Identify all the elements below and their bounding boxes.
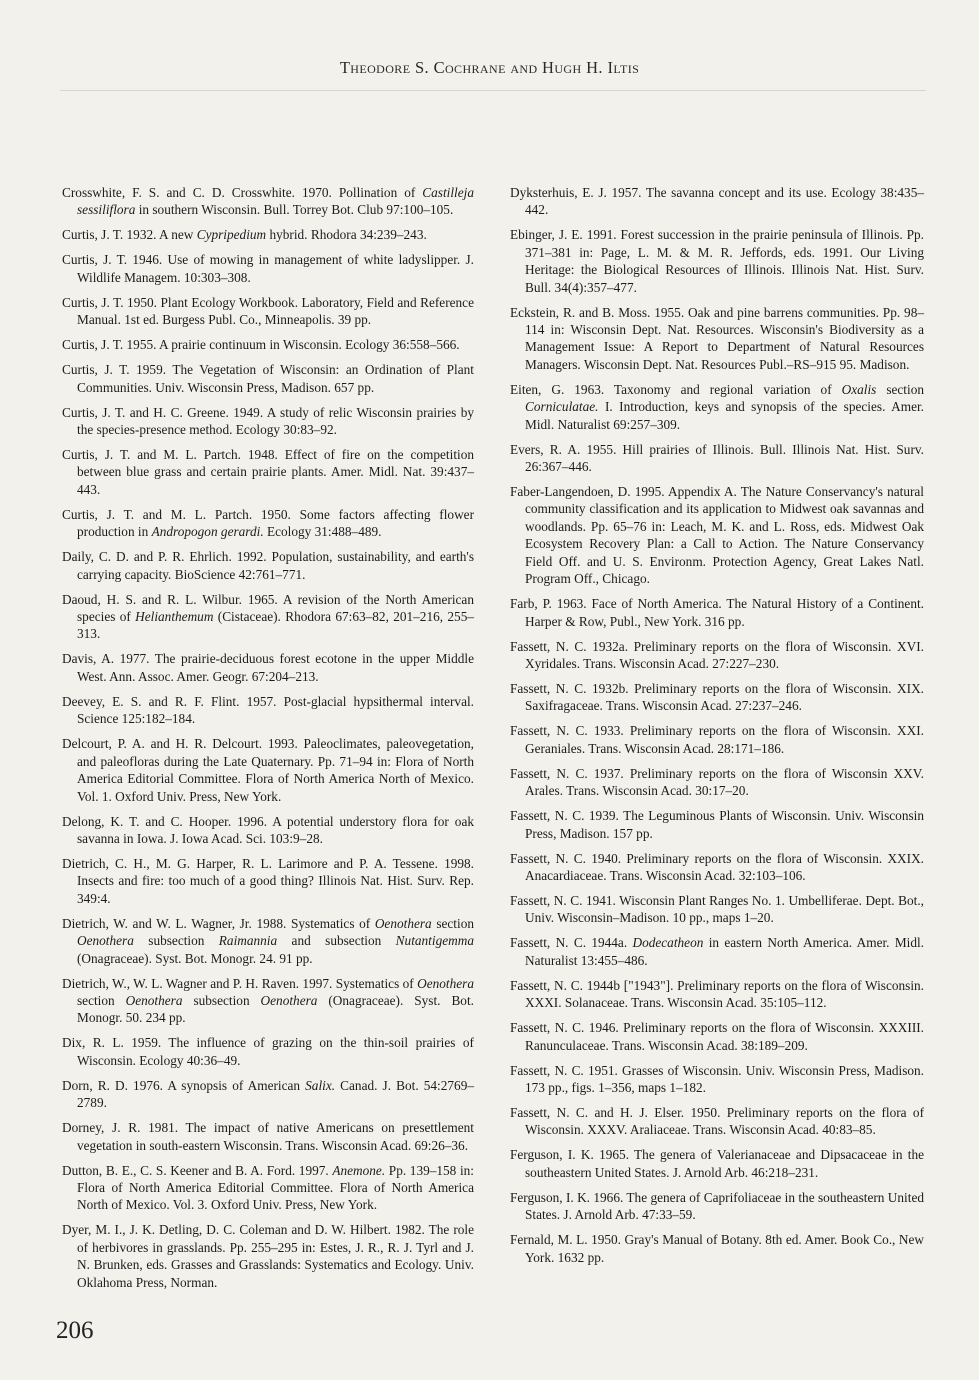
reference-entry: Fassett, N. C. 1939. The Leguminous Plants of Wisconsin. Univ. Wisconsin Press, Madison. 157 pp.: [510, 808, 924, 841]
reference-entry: Daoud, H. S. and R. L. Wilbur. 1965. A revision of the North American species of Helianthemum (Cistaceae). Rhodora 67:63–82, 201–216, 255–313.: [62, 591, 474, 642]
reference-entry: Curtis, J. T. and M. L. Partch. 1948. Effect of fire on the competition between blue grass and certain prairie plants. Amer. Midl. Nat. 39:437–443.: [62, 447, 474, 497]
reference-entry: Dietrich, C. H., M. G. Harper, R. L. Larimore and P. A. Tessene. 1998. Insects and fire: too much of a good thing? Illinois Nat. Hist. Surv. Rep. 349:4.: [62, 855, 474, 906]
reference-entry: Curtis, J. T. 1950. Plant Ecology Workbook. Laboratory, Field and Reference Manual. 1st ed. Burgess Publ. Co., Minneapolis. 39 pp.: [62, 294, 474, 328]
reference-entry: Dietrich, W., W. L. Wagner and P. H. Raven. 1997. Systematics of Oenothera section Oenothera subsection Oenothera (Onagraceae). Syst. Bot. Monogr. 50. 234 pp.: [62, 975, 474, 1026]
reference-entry: Ebinger, J. E. 1991. Forest succession in the prairie peninsula of Illinois. Pp. 371–381 in: Page, L. M. & M. R. Jeffords, eds. 1991. Our Living Heritage: the Biological Resources of Illinois. Illinois Nat. Hist. Surv. Bull. 34(4):357–477.: [510, 227, 924, 295]
reference-entry: Ferguson, I. K. 1965. The genera of Valerianaceae and Dipsacaceae in the southeastern United States. J. Arnold Arb. 46:218–231.: [510, 1147, 924, 1180]
reference-entry: Fassett, N. C. 1951. Grasses of Wisconsin. Univ. Wisconsin Press, Madison. 173 pp., figs. 1–356, maps 1–182.: [510, 1062, 924, 1095]
reference-entry: Fassett, N. C. 1937. Preliminary reports on the flora of Wisconsin XXV. Arales. Trans. Wisconsin Acad. 30:17–20.: [510, 765, 924, 799]
reference-entry: Dyer, M. I., J. K. Detling, D. C. Coleman and D. W. Hilbert. 1982. The role of herbivores in grasslands. Pp. 255–295 in: Estes, J. R., R. J. Tyrl and J. N. Brunken, eds. Grasses and Grasslands: Systematics and Ecology. Univ. Oklahoma Press, Norman.: [62, 1222, 474, 1290]
reference-entry: Dix, R. L. 1959. The influence of grazing on the thin-soil prairies of Wisconsin. Ecology 40:36–49.: [62, 1035, 474, 1068]
reference-entry: Delcourt, P. A. and H. R. Delcourt. 1993. Paleoclimates, paleovegetation, and paleofloras during the Late Quaternary. Pp. 71–94 in: Flora of North America Editorial Committee. Flora of North America North of Mexico. Vol. 1. Oxford Univ. Press, New York.: [62, 736, 474, 804]
running-head: Theodore S. Cochrane and Hugh H. Iltis: [339, 58, 640, 77]
reference-entry: Dorney, J. R. 1981. The impact of native Americans on presettlement vegetation in south-eastern Wisconsin. Trans. Wisconsin Acad. 69:26–36.: [62, 1120, 474, 1153]
reference-entry: Dorn, R. D. 1976. A synopsis of American Salix. Canad. J. Bot. 54:2769–2789.: [62, 1077, 474, 1111]
reference-column-right: [510, 184, 924, 1274]
reference-entry: Davis, A. 1977. The prairie-deciduous forest ecotone in the upper Middle West. Ann. Assoc. Amer. Geogr. 67:204–213.: [62, 651, 474, 684]
reference-entry: Fassett, N. C. and H. J. Elser. 1950. Preliminary reports on the flora of Wisconsin. XXXV. Araliaceae. Trans. Wisconsin Acad. 40:83–85.: [510, 1104, 924, 1138]
reference-entry: Fassett, N. C. 1932a. Preliminary reports on the flora of Wisconsin. XVI. Xyridales. Trans. Wisconsin Acad. 27:227–230.: [510, 638, 924, 671]
reference-entry: Fernald, M. L. 1950. Gray's Manual of Botany. 8th ed. Amer. Book Co., New York. 1632 pp.: [510, 1232, 924, 1265]
reference-entry: Fassett, N. C. 1932b. Preliminary reports on the flora of Wisconsin. XIX. Saxifragaceae. Trans. Wisconsin Acad. 27:237–246.: [510, 680, 924, 714]
reference-entry: Eckstein, R. and B. Moss. 1955. Oak and pine barrens communities. Pp. 98–114 in: Wisconsin Dept. Nat. Resources. Wisconsin's Biodiversity as a Management Issue: A Report to Department of Natural Resources Managers. Wisconsin Dept. Nat. Resources Publ.–RS–915 95. Madison.: [510, 304, 924, 372]
reference-entry: Fassett, N. C. 1944b ["1943"]. Preliminary reports on the flora of Wisconsin. XXXI. Solanaceae. Trans. Wisconsin Acad. 35:105–112.: [510, 977, 924, 1011]
reference-entry: Curtis, J. T. 1959. The Vegetation of Wisconsin: an Ordination of Plant Communities. Univ. Wisconsin Press, Madison. 657 pp.: [62, 362, 474, 395]
reference-entry: Farb, P. 1963. Face of North America. The Natural History of a Continent. Harper & Row, Publ., New York. 316 pp.: [510, 596, 924, 629]
page-number: 206: [56, 1317, 94, 1344]
reference-entry: Faber-Langendoen, D. 1995. Appendix A. The Nature Conservancy's natural community classification and its application to Midwest oak savannas and woodlands. Pp. 65–76 in: Leach, M. K. and L. Ross, eds. Midwest Oak Ecosystem Recovery Plan: a Call to Action. The Nature Conservancy Field Off. and U. S. Environm. Protection Agency, Great Lakes Natl. Program Off., Chicago.: [510, 484, 924, 587]
reference-entry: Dutton, B. E., C. S. Keener and B. A. Ford. 1997. Anemone. Pp. 139–158 in: Flora of North America Editorial Committee. Flora of North America North of Mexico. Vol. 3. Oxford Univ. Press, New York.: [62, 1162, 474, 1213]
reference-entry: Eiten, G. 1963. Taxonomy and regional variation of Oxalis section Corniculatae. I. Introduction, keys and synopsis of the species. Amer. Midl. Naturalist 69:257–309.: [510, 381, 924, 432]
reference-entry: Curtis, J. T. 1932. A new Cypripedium hybrid. Rhodora 34:239–243.: [62, 227, 427, 243]
reference-entry: Evers, R. A. 1955. Hill prairies of Illinois. Bull. Illinois Nat. Hist. Surv. 26:367–446.: [510, 441, 924, 475]
reference-entry: Curtis, J. T. 1955. A prairie continuum in Wisconsin. Ecology 36:558–566.: [62, 337, 460, 353]
reference-entry: Deevey, E. S. and R. F. Flint. 1957. Post-glacial hypsithermal interval. Science 125:182–184.: [62, 693, 474, 727]
reference-entry: Curtis, J. T. and M. L. Partch. 1950. Some factors affecting flower production in Andropogon gerardi. Ecology 31:488–489.: [62, 506, 474, 540]
reference-column-left: [62, 184, 474, 1299]
reference-entry: Fassett, N. C. 1933. Preliminary reports on the flora of Wisconsin. XXI. Geraniales. Trans. Wisconsin Acad. 28:171–186.: [510, 723, 924, 756]
reference-entry: Curtis, J. T. 1946. Use of mowing in management of white ladyslipper. J. Wildlife Managem. 10:303–308.: [62, 252, 474, 285]
reference-entry: Curtis, J. T. and H. C. Greene. 1949. A study of relic Wisconsin prairies by the species-presence method. Ecology 30:83–92.: [62, 404, 474, 438]
reference-entry: Dyksterhuis, E. J. 1957. The savanna concept and its use. Ecology 38:435–442.: [510, 185, 924, 218]
reference-entry: Fassett, N. C. 1946. Preliminary reports on the flora of Wisconsin. XXXIII. Ranunculaceae. Trans. Wisconsin Acad. 38:189–209.: [510, 1020, 924, 1053]
reference-entry: Delong, K. T. and C. Hooper. 1996. A potential understory flora for oak savanna in Iowa. J. Iowa Acad. Sci. 103:9–28.: [62, 813, 474, 846]
reference-entry: Fassett, N. C. 1940. Preliminary reports on the flora of Wisconsin. XXIX. Anacardiaceae. Trans. Wisconsin Acad. 32:103–106.: [510, 850, 924, 883]
reference-entry: Dietrich, W. and W. L. Wagner, Jr. 1988. Systematics of Oenothera section Oenothera subsection Raimannia and subsection Nutantigemma (Onagraceae). Syst. Bot. Monogr. 24. 91 pp.: [62, 915, 474, 966]
reference-entry: Fassett, N. C. 1941. Wisconsin Plant Ranges No. 1. Umbelliferae. Dept. Bot., Univ. Wisconsin–Madison. 10 pp., maps 1–20.: [510, 892, 924, 926]
reference-entry: Fassett, N. C. 1944a. Dodecatheon in eastern North America. Amer. Midl. Naturalist 13:455–486.: [510, 935, 925, 968]
reference-entry: Ferguson, I. K. 1966. The genera of Caprifoliaceae in the southeastern United States. J. Arnold Arb. 47:33–59.: [510, 1189, 924, 1223]
reference-entry: Daily, C. D. and P. R. Ehrlich. 1992. Population, sustainability, and earth's carrying capacity. BioScience 42:761–771.: [62, 549, 474, 582]
header-rule: [60, 90, 926, 91]
reference-entry: Crosswhite, F. S. and C. D. Crosswhite. 1970. Pollination of Castilleja sessiliflora in southern Wisconsin. Bull. Torrey Bot. Club 97:100–105.: [62, 185, 474, 218]
